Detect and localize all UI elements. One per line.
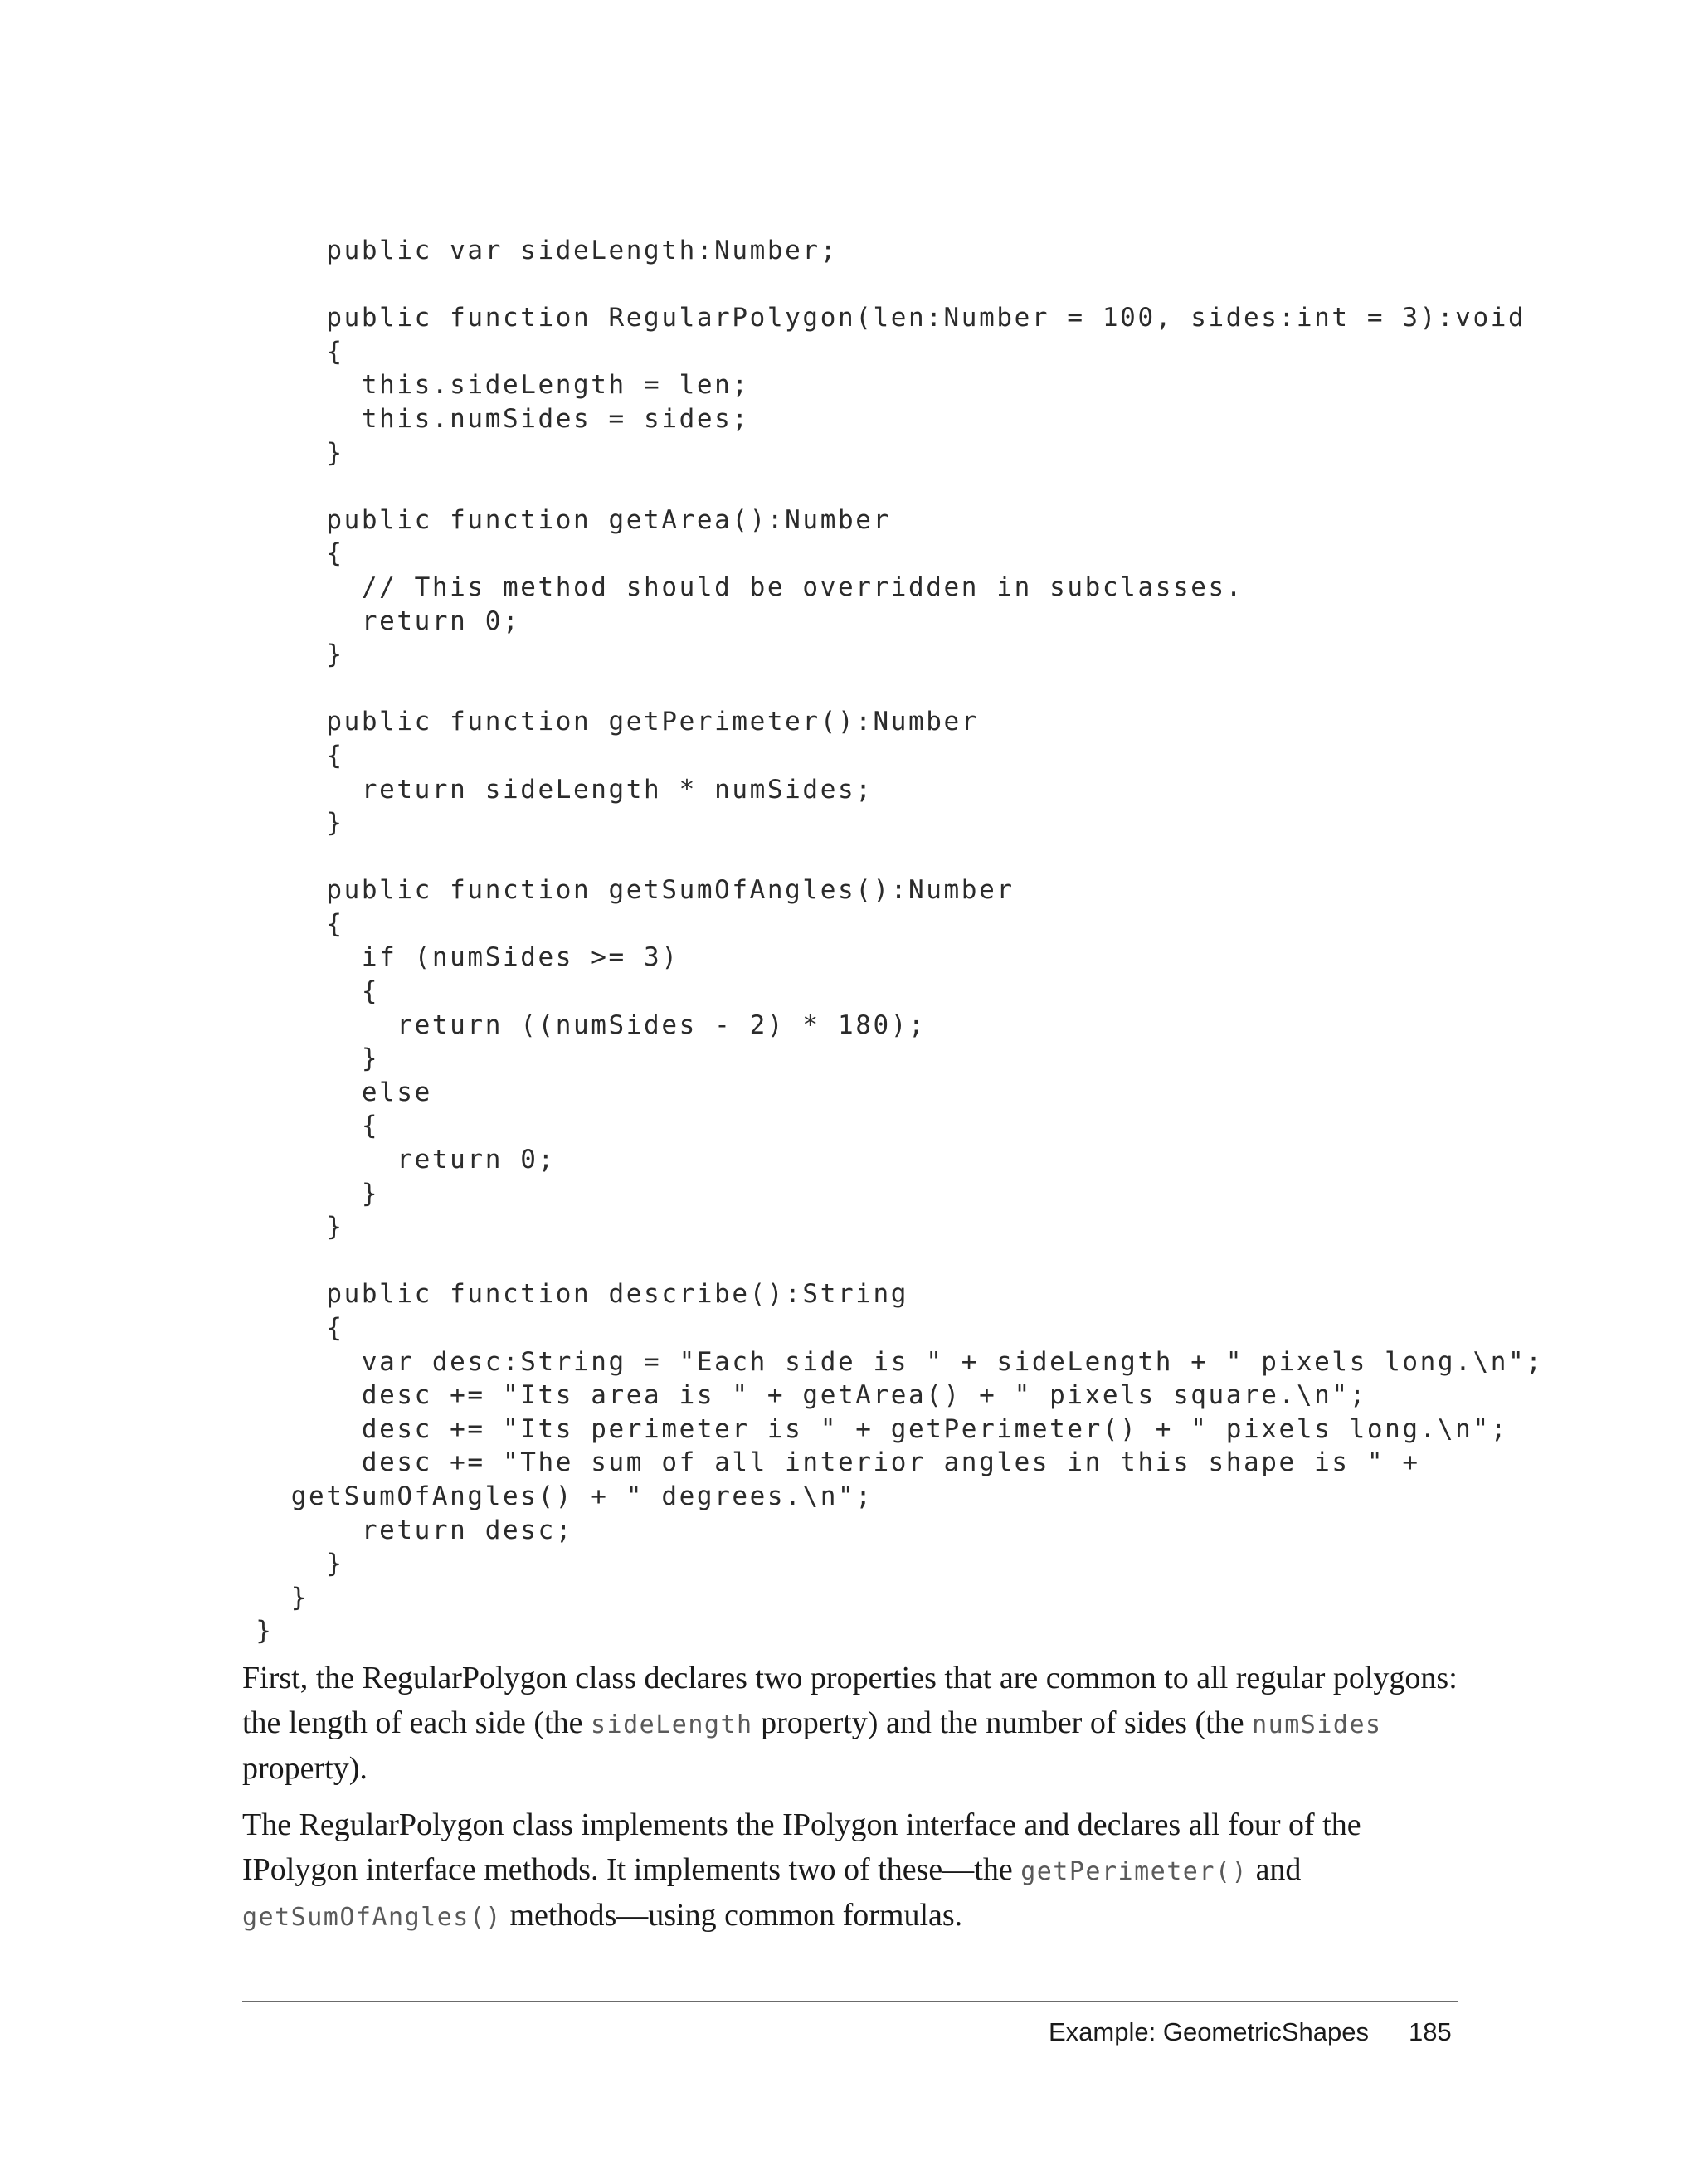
code-line: [238, 268, 1466, 302]
code-line: this.sideLength = len;: [238, 370, 750, 401]
code-line: // This method should be overridden in subclasses.: [238, 572, 1244, 602]
code-line: {: [238, 976, 380, 1007]
inline-code-numsides: numSides: [1252, 1710, 1382, 1739]
code-line: }: [238, 1178, 380, 1209]
code-line: getSumOfAngles() + " degrees.\n";: [238, 1481, 874, 1511]
code-line: {: [238, 1313, 344, 1343]
code-line: if (numSides >= 3): [238, 942, 679, 973]
paragraph-properties: [242, 1656, 1462, 1792]
code-line: return 0;: [238, 606, 521, 636]
code-line: }: [238, 1582, 309, 1612]
page-number: 185: [1409, 2017, 1452, 2046]
code-line: {: [238, 908, 344, 939]
inline-code-getperimeter: getPerimeter(): [1020, 1856, 1249, 1886]
code-line: }: [238, 1549, 344, 1579]
text-run: First, the RegularPolygon class declares two properties that are common to all regular polygons: the length of each side (the: [242, 1661, 1458, 1740]
code-line: }: [238, 640, 344, 670]
code-line: public function RegularPolygon(len:Number = 100, sides:int = 3):void: [238, 303, 1526, 333]
code-line: public var sideLength:Number;: [238, 236, 838, 265]
code-line: [238, 672, 1466, 706]
inline-code-sidelength: sideLength: [590, 1710, 753, 1739]
text-run: methods—using common formulas.: [501, 1898, 963, 1933]
code-line: return desc;: [238, 1515, 574, 1545]
code-line: [238, 1244, 1466, 1278]
code-line: public function getPerimeter():Number: [238, 707, 980, 737]
code-line: var desc:String = "Each side is " + sideLength + " pixels long.\n";: [238, 1346, 1544, 1377]
paragraph-text: [242, 1656, 1462, 1792]
code-line: }: [238, 808, 344, 839]
paragraph-text: [242, 1803, 1462, 1940]
code-line: }: [238, 1616, 274, 1647]
code-line: }: [238, 437, 344, 468]
code-line: [238, 469, 1466, 503]
code-line: public function getArea():Number: [238, 504, 891, 535]
text-run: and: [1248, 1851, 1302, 1887]
code-line: public function getSumOfAngles():Number: [238, 875, 1015, 906]
code-line: {: [238, 1111, 380, 1141]
code-line: {: [238, 740, 344, 771]
code-line: public function describe():String: [238, 1279, 909, 1310]
code-listing: [238, 234, 1544, 1648]
code-line: {: [238, 538, 344, 569]
code-line: else: [238, 1077, 432, 1107]
code-line: }: [238, 1212, 344, 1243]
code-line: desc += "The sum of all interior angles in this shape is " +: [238, 1447, 1420, 1478]
text-run: property) and the number of sides (the: [752, 1705, 1253, 1740]
footer-divider: [242, 2001, 1458, 2002]
code-line: desc += "Its perimeter is " + getPerimeter() + " pixels long.\n";: [238, 1413, 1508, 1444]
footer-section-title: Example: GeometricShapes: [1049, 2017, 1369, 2046]
text-run: The RegularPolygon class implements the IPolygon interface and declares all four of the IPolygon interface methods. It implements two of these—the: [242, 1807, 1361, 1887]
code-line: {: [238, 336, 344, 367]
code-line: return ((numSides - 2) * 180);: [238, 1009, 927, 1040]
code-line: desc += "Its area is " + getArea() + " pixels square.\n";: [238, 1380, 1367, 1411]
text-run: property).: [242, 1751, 368, 1786]
paragraph-methods: [242, 1803, 1462, 1940]
inline-code-getsumofangles: getSumOfAngles(): [242, 1903, 502, 1932]
code-line: }: [238, 1043, 380, 1074]
code-line: [238, 840, 1466, 874]
code-line: return 0;: [238, 1145, 556, 1175]
code-line: return sideLength * numSides;: [238, 774, 874, 805]
code-line: this.numSides = sides;: [238, 403, 750, 434]
